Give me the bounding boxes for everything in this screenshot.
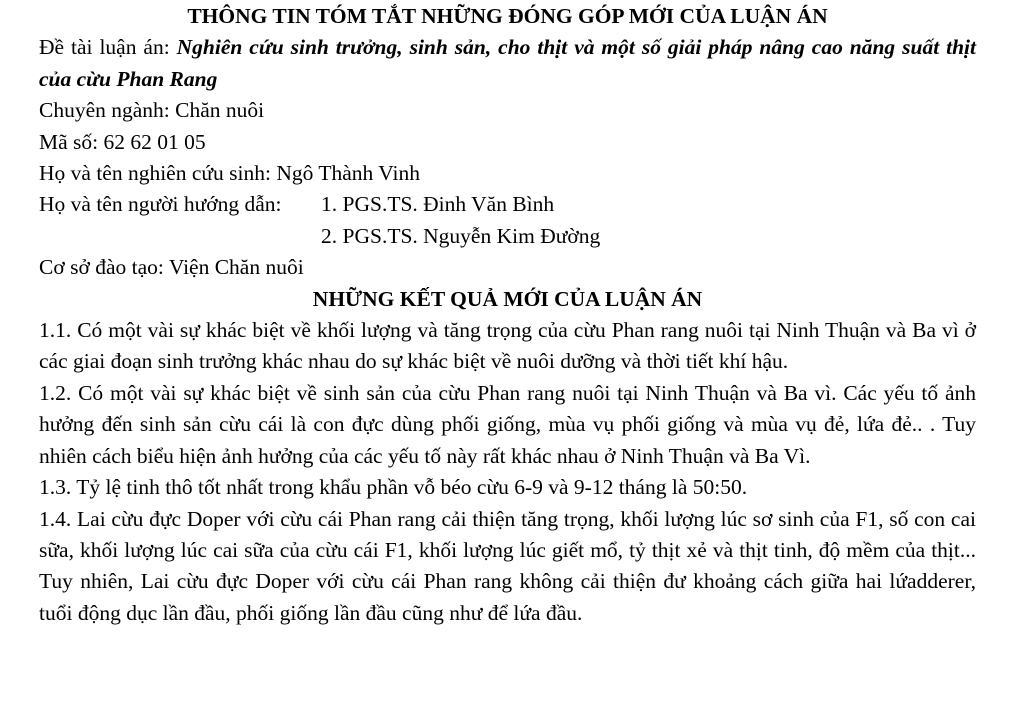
topic-label: Đề tài luận án: xyxy=(39,35,177,60)
result-paragraph-4: 1.4. Lai cừu đực Doper với cừu cái Phan rang cải thiện tăng trọng, khối lượng lúc sơ sinh của F1, số con cai sữa, khối lượng lúc cai sữa của cừu cái F1, khối lượng lúc giết mổ, tỷ thịt xẻ và thịt tinh, độ mềm của thịt... Tuy nhiên, Lai cừu đực Doper với cừu cái Phan rang không cải thiện đư khoảng cách giữa hai lứadderer, tuổi động dục lần đầu, phối giống lần đầu cũng như để lứa đầu. xyxy=(39,506,976,625)
institution-line: Cơ sở đào tạo: Viện Chăn nuôi xyxy=(39,255,304,280)
result-paragraph-2: 1.2. Có một vài sự khác biệt về sinh sản của cừu Phan rang nuôi tại Ninh Thuận và Ba vì. Các yếu tố ảnh hưởng đến sinh sản cừu cái là con đực dùng phối giống, mùa vụ phối giống và mùa vụ đẻ, lứa đẻ.. . Tuy nhiên cách biểu hiện ảnh hưởng của các yếu tố này rất khác nhau ở Ninh Thuận và Ba Vì. xyxy=(39,380,976,468)
student-line: Họ và tên nghiên cứu sinh: Ngô Thành Vinh xyxy=(39,161,420,186)
document-title: THÔNG TIN TÓM TẮT NHỮNG ĐÓNG GÓP MỚI CỦA LUẬN ÁN xyxy=(187,4,828,28)
major-line: Chuyên ngành: Chăn nuôi xyxy=(39,98,265,123)
result-paragraph-1: 1.1. Có một vài sự khác biệt về khối lượng và tăng trọng của cừu Phan rang nuôi tại Ninh Thuận và Ba vì ở các giai đoạn sinh trưởng khác nhau do sự khác biệt về nuôi dưỡng và thời tiết khí hậu. xyxy=(39,318,976,374)
advisor-1: 1. PGS.TS. Đinh Văn Bình xyxy=(321,192,555,217)
result-paragraph-3: 1.3. Tỷ lệ tinh thô tốt nhất trong khẩu phần vỗ béo cừu 6-9 và 9-12 tháng là 50:50. xyxy=(39,475,748,500)
results-title: NHỮNG KẾT QUẢ MỚI CỦA LUẬN ÁN xyxy=(312,286,703,311)
advisor-row xyxy=(39,189,976,220)
thesis-topic xyxy=(39,32,976,95)
topic-value: Nghiên cứu sinh trưởng, sinh sản, cho thịt và một số giải pháp nâng cao năng suất thịt của cừu Phan Rang xyxy=(39,35,976,91)
code-line: Mã số: 62 62 01 05 xyxy=(39,129,206,154)
advisor-label: Họ và tên người hướng dẫn: xyxy=(39,192,282,217)
advisor-2: 2. PGS.TS. Nguyễn Kim Đường xyxy=(321,223,601,248)
